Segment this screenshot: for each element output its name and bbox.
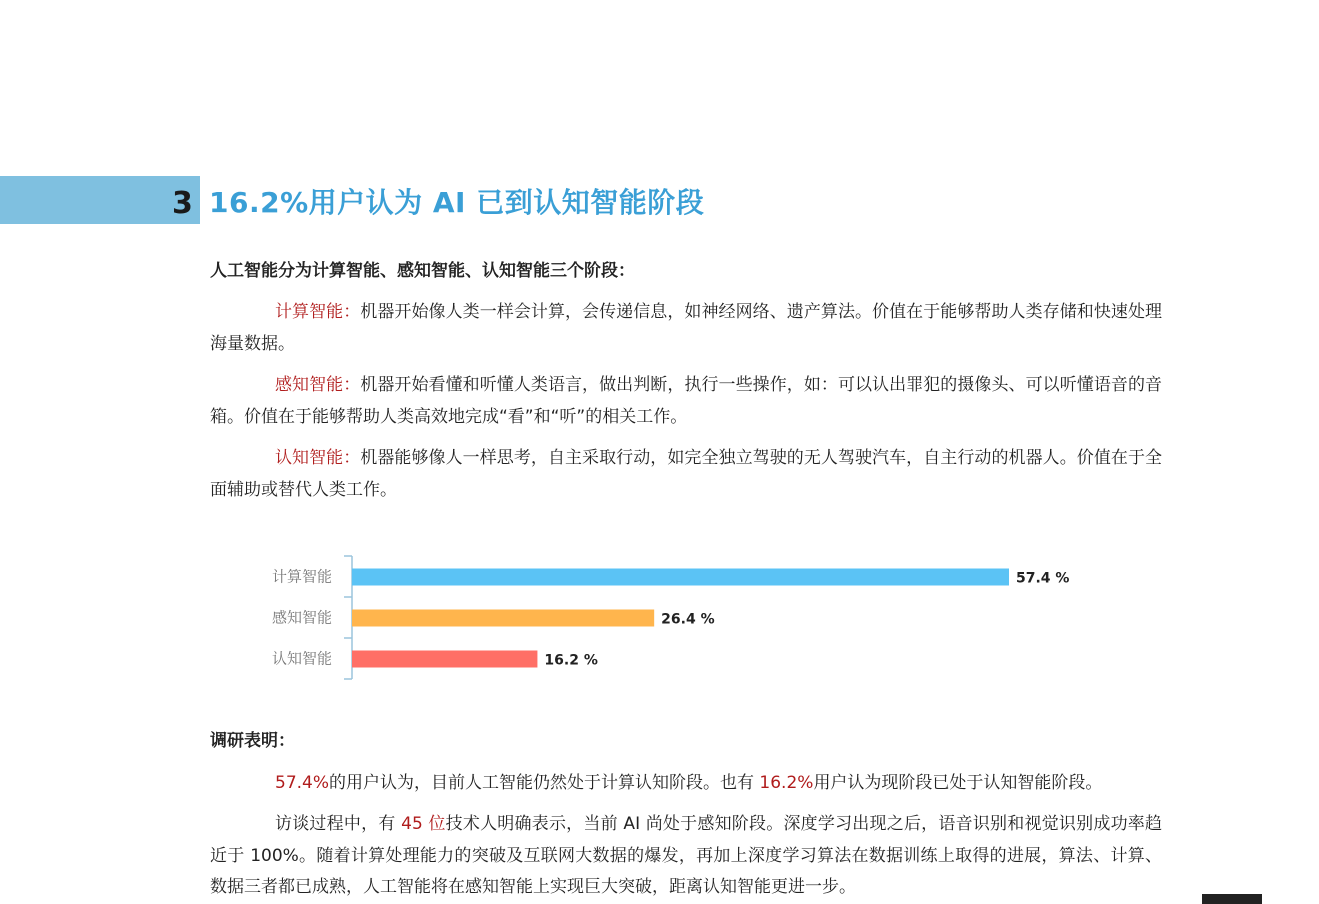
bar [352, 610, 654, 627]
category-label: 计算智能 [271, 567, 332, 586]
stage-description: 机器开始像人类一样会计算，会传递信息，如神经网络、遗产算法。价值在于能够帮助人类存储和快速处理海量数据。 [210, 302, 1163, 354]
value-label: 16.2 % [544, 652, 598, 669]
category-label: 感知智能 [271, 608, 332, 627]
stage-term: 计算智能： [275, 302, 361, 322]
stage-bar-chart [250, 548, 1130, 708]
stage-description: 机器能够像人一样思考，自主采取行动，如完全独立驾驶的无人驾驶汽车，自主行动的机器人。价值在于全面辅助或替代人类工作。 [210, 448, 1163, 500]
value-label: 57.4 % [1016, 570, 1070, 587]
highlight-percent: 57.4% [275, 773, 330, 793]
stage-cognition-paragraph [210, 443, 1162, 506]
finding-text: 的用户认为，目前人工智能仍然处于计算认知阶段。也有 [329, 773, 760, 793]
section-title: 16.2%用户认为 AI 已到认知智能阶段 [209, 186, 705, 219]
value-label: 26.4 % [661, 611, 715, 628]
findings-heading: 调研表明： [210, 731, 295, 751]
stage-description: 机器开始看懂和听懂人类语言，做出判断，执行一些操作，如：可以认出罪犯的摄像头、可以听懂语音的音箱。价值在于能够帮助人类高效地完成“看”和“听”的相关工作。 [210, 375, 1163, 427]
finding-paragraph-1 [210, 768, 1162, 800]
page-corner-marker [1202, 894, 1262, 904]
finding-text: 技术人明确表示，当前 AI 尚处于感知阶段。深度学习出现之后，语音识别和视觉识别成功率趋近于 100%。随着计算处理能力的突破及互联网大数据的爆发，再加上深度学习算法在数据训练上取得的进展，算法、计算、数据三者都已成熟，人工智能将在感知智能上实现巨大突破，距离认知智能更进一步。 [210, 814, 1163, 897]
stage-term: 认知智能： [275, 448, 361, 468]
section-number-bar [0, 176, 200, 224]
stage-perception-paragraph [210, 370, 1162, 433]
finding-text: 用户认为现阶段已处于认知智能阶段。 [813, 773, 1103, 793]
finding-paragraph-2 [210, 809, 1162, 904]
stage-computing-paragraph [210, 297, 1162, 360]
highlight-percent: 16.2% [759, 773, 814, 793]
finding-text: 访谈过程中，有 [275, 814, 402, 834]
highlight-count: 45 位 [401, 814, 446, 834]
stage-term: 感知智能： [275, 375, 361, 395]
bar [352, 569, 1009, 586]
section-number: 3 [172, 186, 193, 221]
bar [352, 651, 537, 668]
chart-svg [250, 548, 1130, 708]
intro-heading: 人工智能分为计算智能、感知智能、认知智能三个阶段： [210, 261, 635, 281]
category-label: 认知智能 [271, 649, 332, 668]
